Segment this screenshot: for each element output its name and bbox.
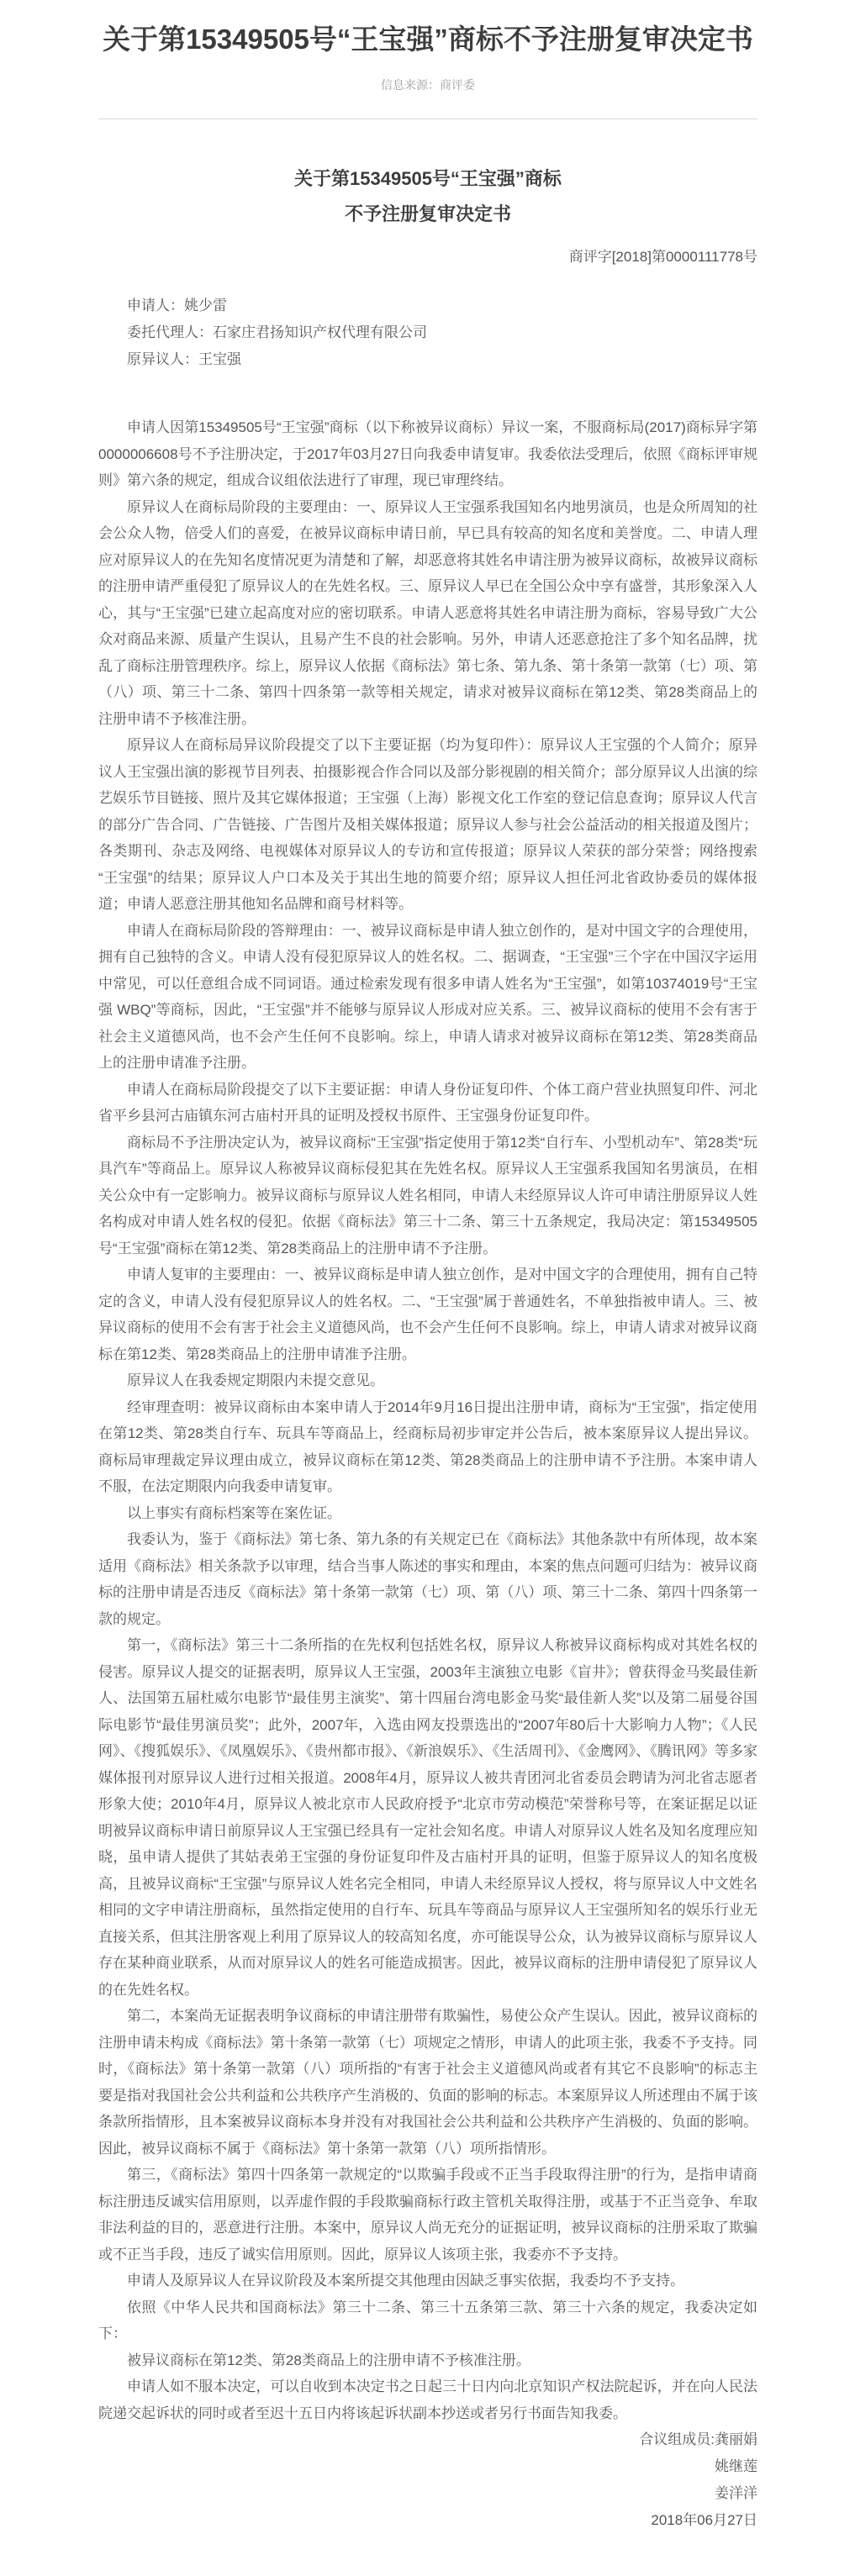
body-paragraph: 原异议人在商标局异议阶段提交了以下主要证据（均为复印件）：原异议人王宝强的个人简介；原异议人王宝强出演的影视节目列表、拍摄影视合作合同以及部分影视剧的相关简介；部分原异议人出演的综艺娱乐节目链接、照片及其它媒体报道；王宝强（上海）影视文化工作室的登记信息查询；原异议人代言的部分广告合同、广告链接、广告图片及相关媒体报道；原异议人参与社会公益活动的相关报道及图片；各类期刊、杂志及网络、电视媒体对原异议人的专访和宣传报道；原异议人荣获的部分荣誉；网络搜索“王宝强”的结果；原异议人户口本及关于其出生地的简要介绍；原异议人担任河北省政协委员的媒体报道；申请人恶意注册其他知名品牌和商号材料等。	[98, 737, 757, 912]
document-title-line-1: 关于第15349505号“王宝强”商标	[294, 168, 562, 189]
body-paragraph: 以上事实有商标档案等在案佐证。	[127, 1504, 341, 1521]
body-paragraph: 我委认为，鉴于《商标法》第七条、第九条的有关规定已在《商标法》其他条款中有所体现，故本案适用《商标法》相关条款予以审理，结合当事人陈述的事实和理由，本案的焦点问题可归结为：被异议商标的注册申请是否违反《商标法》第十条第一款第（七）项、第（八）项、第三十二条、第四十四条第一款的规定。	[98, 1531, 757, 1627]
source-line: 信息来源：商评委	[381, 78, 475, 92]
body-paragraph: 原异议人在我委规定期限内未提交意见。	[127, 1372, 384, 1388]
body-paragraph: 第二，本案尚无证据表明争议商标的申请注册带有欺骗性，易使公众产生误认。因此，被异议商标的注册申请未构成《商标法》第十条第一款第（七）项规定之情形，申请人的此项主张，我委不予支持。同时，《商标法》第十条第一款第（八）项所指的“有害于社会主义道德风尚或者有其它不良影响”的标志主要是指对我国社会公共利益和公共秩序产生消极的、负面的影响的标志。本案原异议人所述理由不属于该条款所指情形，且本案被异议商标本身并没有对我国社会公共利益和公共秩序产生消极的、负面的影响。因此，被异议商标不属于《商标法》第十条第一款第（八）项所指情形。	[98, 2008, 757, 2157]
signature-block	[98, 2426, 757, 2507]
body-paragraph: 申请人在商标局阶段的答辩理由：一、被异议商标是申请人独立创作的，是对中国文字的合理使用，拥有自己独特的含义。申请人没有侵犯原异议人的姓名权。二、据调查，“王宝强”三个字在中国汉字运用中常见，可以任意组合成不同词语。通过检索发现有很多申请人姓名为“王宝强”，如第10374019号“王宝强 WBQ”等商标，因此，“王宝强”并不能够与原异议人形成对应关系。三、被异议商标的使用不会有害于社会主义道德风尚，也不会产生任何不良影响。综上，申请人请求对被异议商标在第12类、第28类商品上的注册申请准予注册。	[98, 922, 757, 1071]
body-paragraph: 被异议商标在第12类、第28类商品上的注册申请不予核准注册。	[127, 2352, 530, 2368]
decision-date: 2018年06月27日	[651, 2512, 757, 2528]
body-paragraph: 申请人复审的主要理由：一、被异议商标是申请人独立创作，是对中国文字的合理使用，拥有自己特定的含义，申请人没有侵犯原异议人的姓名权。二、“王宝强”属于普通姓名，不单独指被申请人。三、被异议商标的使用不会有害于社会主义道德风尚，也不会产生任何不良影响。综上，申请人请求对被异议商标在第12类、第28类商品上的注册申请准予注册。	[98, 1267, 757, 1362]
document-number: 商评字[2018]第0000111778号	[568, 249, 757, 265]
body-paragraph: 第三，《商标法》第四十四条第一款规定的“以欺骗手段或不正当手段取得注册”的行为，是指申请商标注册违反诚实信用原则，以弄虚作假的手段欺骗商标行政主管机关取得注册，或基于不正当竞争、牟取非法利益的目的，恶意进行注册。本案中，原异议人尚无充分的证据证明，被异议商标的注册采取了欺骗或不正当手段，违反了诚实信用原则。因此，原异议人该项主张，我委亦不予支持。	[98, 2167, 757, 2263]
body-paragraph: 商标局不予注册决定认为，被异议商标“王宝强”指定使用于第12类“自行车、小型机动车”、第28类“玩具汽车”等商品上。原异议人称被异议商标侵犯其在先姓名权。原异议人王宝强系我国知名男演员，在相关公众中有一定影响力。被异议商标与原异议人姓名相同，申请人未经原异议人许可申请注册原异议人姓名构成对申请人姓名权的侵犯。依据《商标法》第三十二条、第三十五条规定，我局决定：第15349505号“王宝强”商标在第12类、第28类商品上的注册申请不予注册。	[98, 1134, 757, 1256]
body-paragraph: 申请人及原异议人在异议阶段及本案所提交其他理由因缺乏事实依据，我委均不予支持。	[127, 2273, 684, 2289]
signature-line: 合议组成员:龚丽娟	[639, 2431, 757, 2447]
party-line: 申请人：姚少雷	[127, 298, 227, 313]
body-paragraph: 第一，《商标法》第三十二条所指的在先权利包括姓名权，原异议人称被异议商标构成对其姓名权的侵害。原异议人提交的证据表明，原异议人王宝强，2003年主演独立电影《盲井》；曾获得金马奖最佳新人、法国第五届杜威尔电影节“最佳男主演奖”、第十四届台湾电影金马奖“最佳新人奖”以及第二届曼谷国际电影节“最佳男演员奖”；此外，2007年，入选由网友投票选出的“2007年80后十大影响力人物”；《人民网》、《搜狐娱乐》、《凤凰娱乐》、《贵州都市报》、《新浪娱乐》、《生活周刊》、《金鹰网》、《腾讯网》等多家媒体报刊对原异议人进行过相关报道。2008年4月，原异议人被共青团河北省委员会聘请为河北省志愿者形象大使；2010年4月，原异议人被北京市人民政府授予“北京市劳动模范”荣誉称号等，在案证据足以证明被异议商标申请日前原异议人王宝强已经具有一定社会知名度。申请人对原异议人姓名及知名度理应知晓，虽申请人提供了其姑表弟王宝强的身份证复印件及古庙村开具的证明，但鉴于原异议人的知名度极高，且被异议商标“王宝强”与原异议人姓名完全相同，申请人未经原异议人授权，将与原异议人中文姓名相同的文字申请注册商标，虽然指定使用的自行车、玩具车等商品与原异议人王宝强所知名的娱乐行业无直接关系，但其注册客观上利用了原异议人的较高知名度，亦可能误导公众，认为被异议商标与原异议人存在某种商业联系，从而对原异议人的姓名可能造成损害。因此，被异议商标的注册申请侵犯了原异议人的在先姓名权。	[98, 1637, 757, 1998]
body-paragraph: 原异议人在商标局阶段的主要理由：一、原异议人王宝强系我国知名内地男演员，也是众所周知的社会公众人物，倍受人们的喜爱，在被异议商标申请日前，早已具有较高的知名度和美誉度。二、申请人理应对原异议人的在先知名度情况更为清楚和了解，却恶意将其姓名申请注册为被异议商标，故被异议商标的注册申请严重侵犯了原异议人的在先姓名权。三、原异议人早已在全国公众中享有盛誉，其形象深入人心，其与“王宝强”已建立起高度对应的密切联系。申请人恶意将其姓名申请注册为商标，容易导致广大公众对商品来源、质量产生误认，且易产生不良的社会影响。另外，申请人还恶意抢注了多个知名品牌，扰乱了商标注册管理秩序。综上，原异议人依据《商标法》第七条、第九条、第十条第一款第（七）项、第（八）项、第三十二条、第四十四条第一款等相关规定，请求对被异议商标在第12类、第28类商品上的注册申请不予核准注册。	[98, 498, 757, 727]
body-paragraph: 经审理查明：被异议商标由本案申请人于2014年9月16日提出注册申请，商标为“王宝强”，指定使用在第12类、第28类自行车、玩具车等商品上，经商标局初步审定并公告后，被本案原异议人提出异议。商标局审理裁定异议理由成立，被异议商标在第12类、第28类商品上的注册申请不予注册。本案申请人不服，在法定期限内向我委申请复审。	[98, 1399, 757, 1494]
document-body	[98, 414, 757, 2426]
page-title: 关于第15349505号“王宝强”商标不予注册复审决定书	[103, 24, 753, 55]
body-paragraph: 申请人如不服本决定，可以自收到本决定书之日起三十日内向北京知识产权法院起诉，并在向人民法院递交起诉状的同时或者至迟十五日内将该起诉状副本抄送或者另行书面告知我委。	[98, 2378, 757, 2421]
signature-line: 姚继莲	[715, 2458, 757, 2474]
parties-block	[98, 292, 757, 373]
body-paragraph: 申请人因第15349505号“王宝强”商标（以下称被异议商标）异议一案，不服商标局(2017)商标异字第0000006608号不予注册决定，于2017年03月27日向我委申请复审。我委依法受理后，依照《商标评审规则》第六条的规定，组成合议组依法进行了审理，现已审理终结。	[98, 419, 757, 488]
body-paragraph: 申请人在商标局阶段提交了以下主要证据：申请人身份证复印件、个体工商户营业执照复印件、河北省平乡县河古庙镇东河古庙村开具的证明及授权书原件、王宝强身份证复印件。	[98, 1081, 757, 1124]
document-title	[98, 161, 757, 232]
party-line: 委托代理人：石家庄君扬知识产权代理有限公司	[127, 324, 427, 340]
document-title-line-2: 不予注册复审决定书	[344, 203, 511, 224]
body-paragraph: 依照《中华人民共和国商标法》第三十二条、第三十五条第三款、第三十六条的规定，我委决定如下：	[98, 2299, 757, 2342]
signature-line: 姜洋洋	[715, 2485, 757, 2501]
party-line: 原异议人：王宝强	[127, 351, 241, 367]
